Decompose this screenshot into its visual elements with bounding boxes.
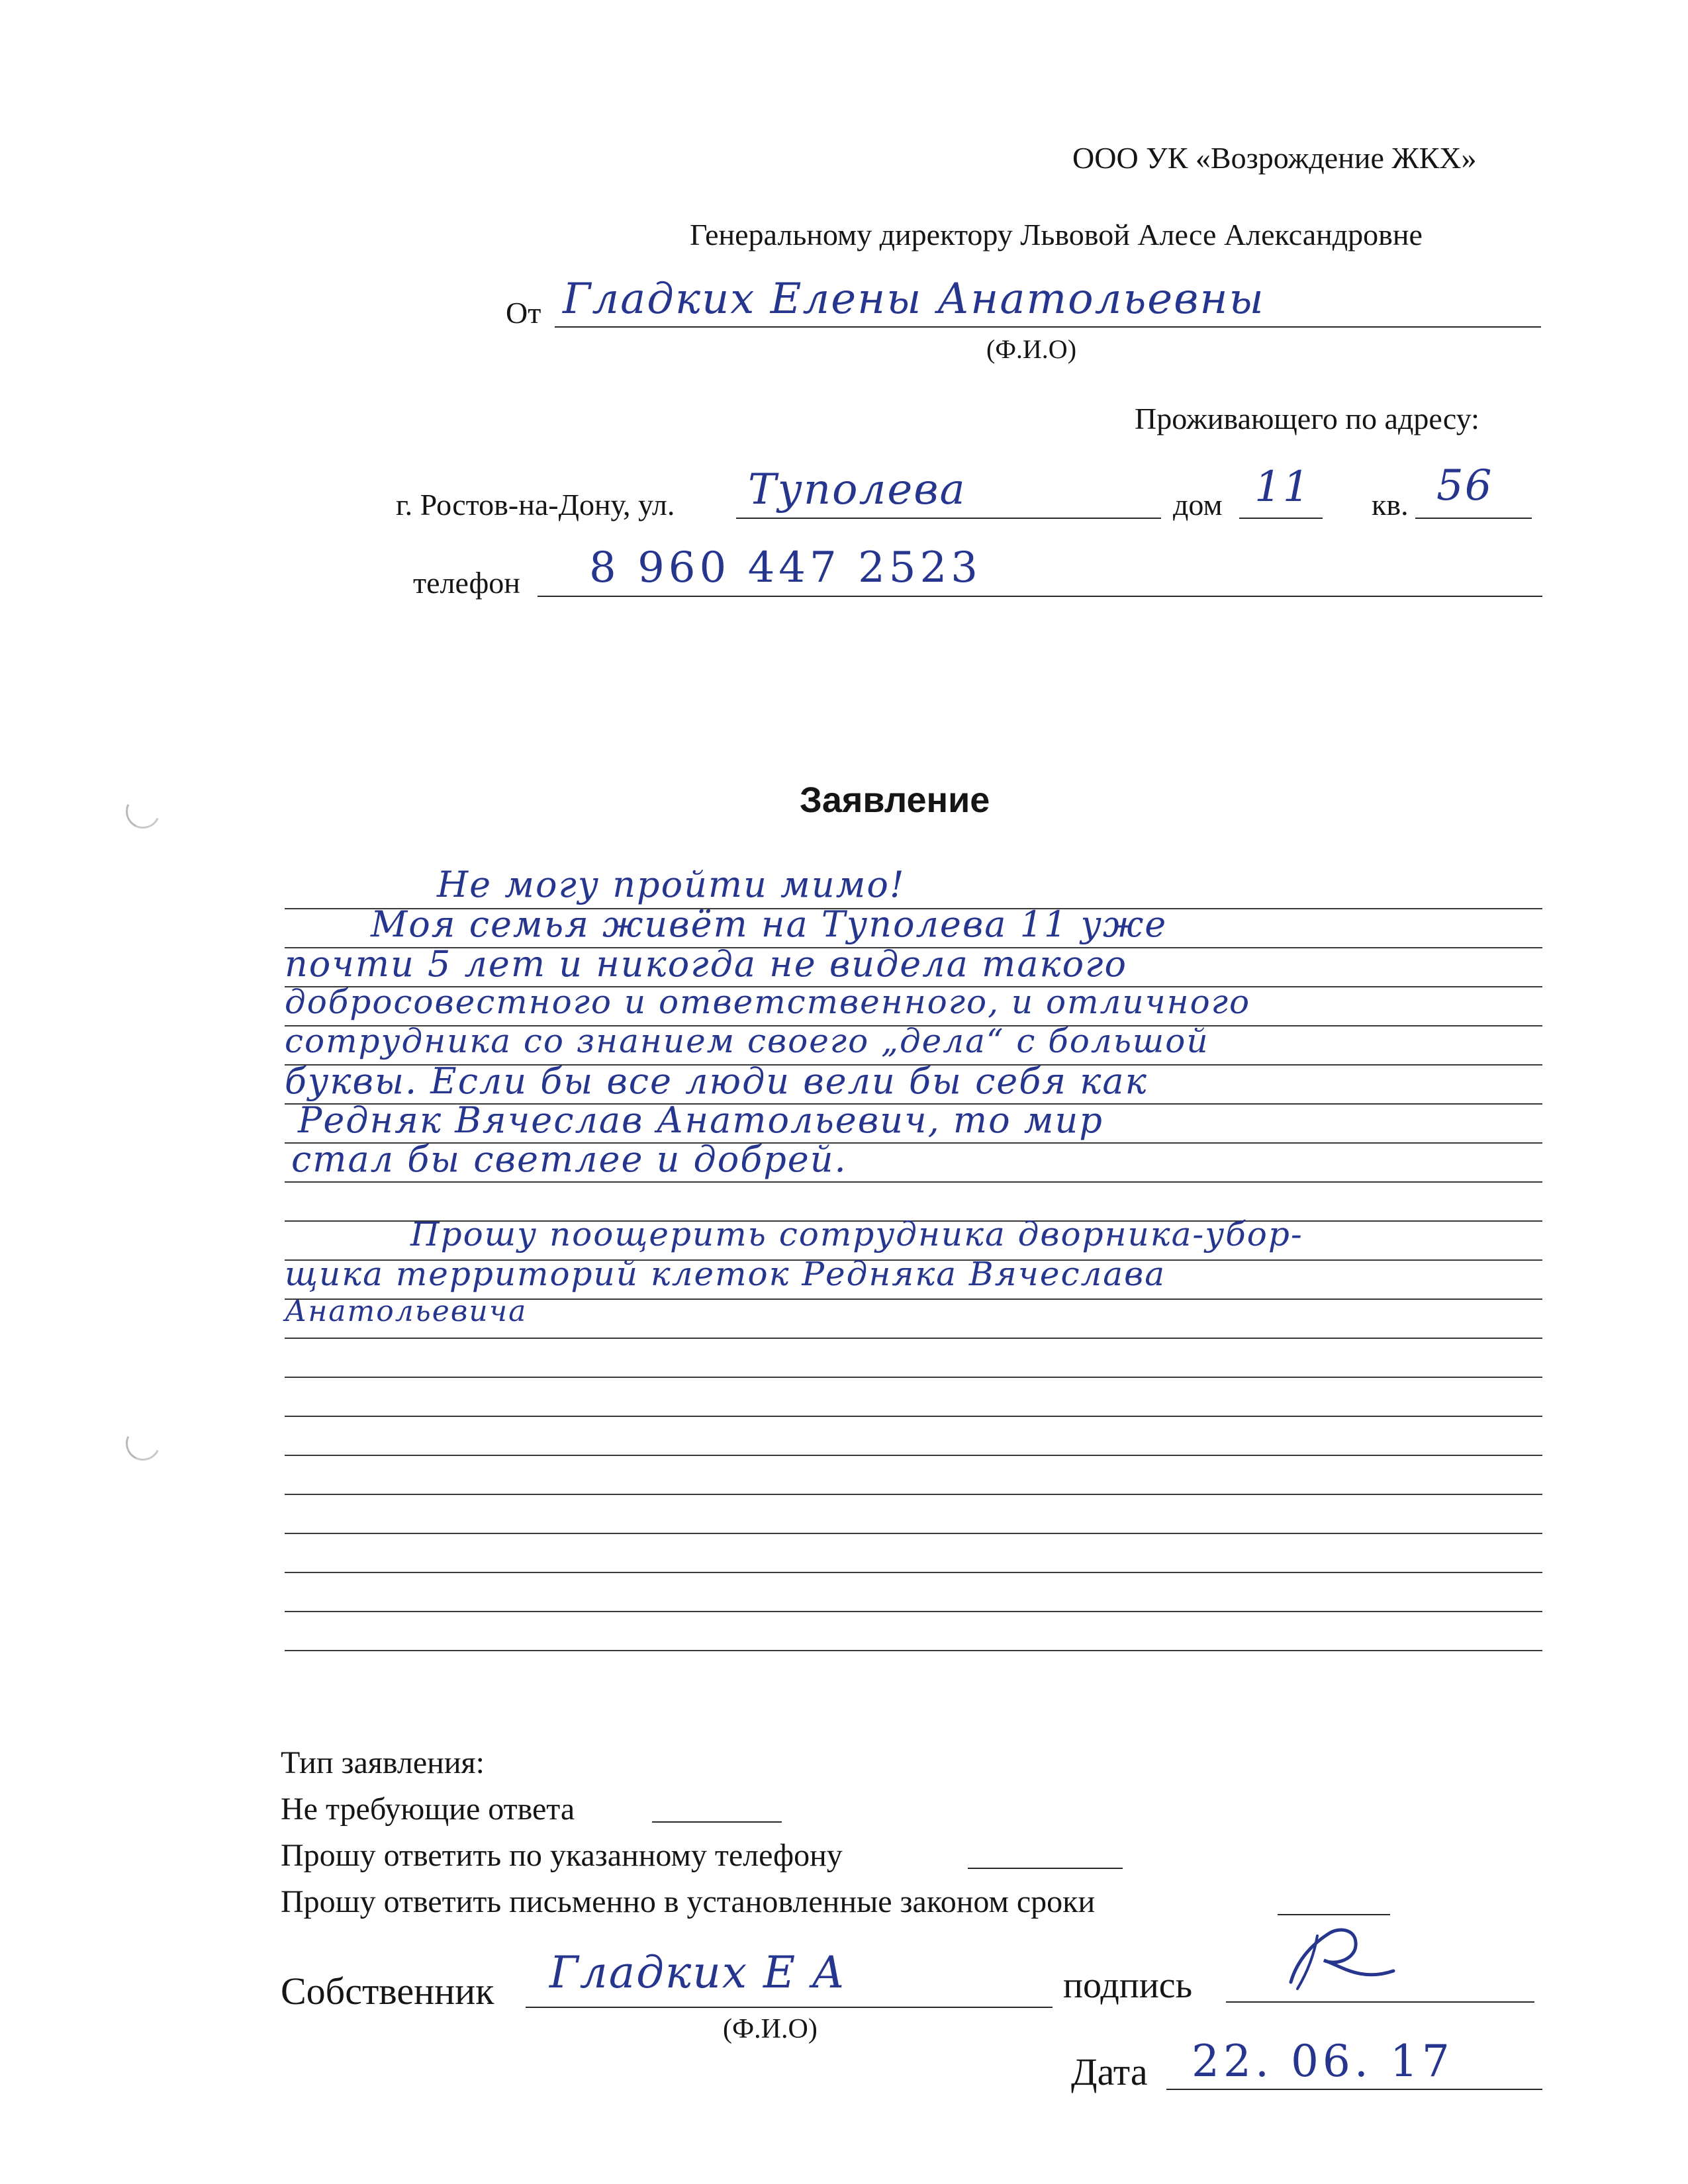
date-label: Дата [1071,2050,1148,2093]
request-option-written-blank[interactable] [1278,1914,1390,1915]
street-handwritten-value: Туполева [748,465,966,514]
ruled-line [285,1572,1542,1573]
request-option-phone: Прошу ответить по указанному телефону [281,1838,843,1873]
from-label: От [506,296,541,330]
punch-hole-mark-bottom [121,1422,165,1466]
house-underline [1239,518,1323,519]
house-handwritten-value: 11 [1254,463,1311,512]
ruled-line [285,1611,1542,1612]
statement-line: почти 5 лет и никогда не видела такого [285,943,1127,985]
statement-line: сотрудника со знанием своего „дела“ с большой [285,1022,1209,1060]
ruled-line [285,1416,1542,1417]
date-underline [1166,2089,1542,2090]
residing-label: Проживающего по адресу: [1135,402,1479,435]
statement-line: щика территорий клеток Редняка Вячеслава [285,1255,1166,1293]
addressee-line: Генеральному директору Львовой Алесе Александровне [690,218,1423,251]
ruled-line [285,1377,1542,1378]
punch-hole-mark-top [121,790,165,834]
ruled-line [285,1455,1542,1456]
apartment-label: кв. [1372,488,1409,522]
phone-underline [538,596,1542,597]
owner-handwritten-value: Гладких Е А [549,1947,847,1998]
statement-line: Редняк Вячеслав Анатольевич, то мир [298,1099,1103,1141]
phone-label: телефон [413,566,520,600]
phone-handwritten-value: 8 960 447 2523 [589,543,982,592]
owner-label: Собственник [281,1970,494,2013]
house-label: дом [1173,488,1223,522]
statement-line: стал бы светлее и добрей. [291,1138,847,1180]
request-option-written: Прошу ответить письменно в установленные законом сроки [281,1884,1096,1919]
signature-underline [1226,2001,1534,2003]
from-underline [555,326,1541,328]
city-street-label: г. Ростов-на-Дону, ул. [396,488,675,522]
apartment-underline [1415,518,1532,519]
fio-hint-bottom: (Ф.И.О) [723,2014,818,2044]
request-type-label: Тип заявления: [281,1745,485,1780]
statement-line: Моя семья живёт на Туполева 11 уже [371,903,1168,945]
statement-line: Не могу пройти мимо! [437,864,906,905]
street-underline [736,518,1161,519]
statement-line: Анатольевича [285,1295,528,1328]
from-handwritten-value: Гладких Елены Анатольевны [563,275,1265,324]
request-option-no-response: Не требующие ответа [281,1792,575,1827]
ruled-line [285,1181,1542,1183]
date-handwritten-value: 22. 06. 17 [1192,2036,1454,2087]
fio-hint-top: (Ф.И.О) [986,334,1077,364]
ruled-line [285,1650,1542,1651]
signature-scribble [1278,1919,1403,1999]
owner-underline [526,2007,1053,2008]
ruled-line [285,1338,1542,1339]
apartment-handwritten-value: 56 [1436,461,1493,510]
ruled-line [285,1494,1542,1495]
organization-name: ООО УК «Возрождение ЖКХ» [1072,141,1477,175]
signature-label: подпись [1063,1965,1193,2006]
statement-title: Заявление [800,780,990,820]
statement-line: буквы. Если бы все люди вели бы себя как [285,1060,1148,1102]
statement-line: Прошу поощерить сотрудника дворника-убор- [410,1215,1303,1253]
request-option-no-response-blank[interactable] [652,1821,782,1823]
request-option-phone-blank[interactable] [968,1868,1123,1869]
statement-line: добросовестного и ответственного, и отличного [285,983,1251,1021]
ruled-line [285,1533,1542,1534]
